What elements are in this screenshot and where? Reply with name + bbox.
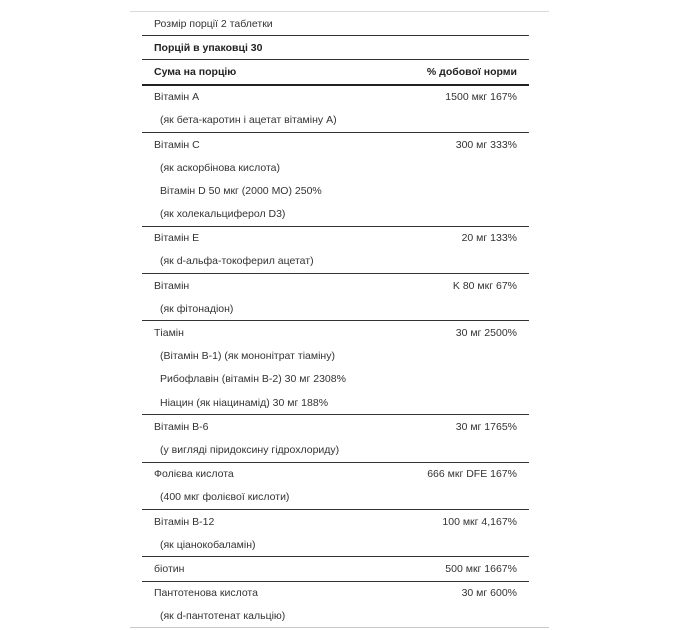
- nutrient-detail-row: [142, 533, 529, 556]
- nutrient-amount: 30 мг 1765%: [455, 420, 517, 433]
- nutrient-name: (400 мкг фолієвої кислоти): [160, 491, 290, 504]
- nutrient-name: (як d-альфа-токоферил ацетат): [160, 255, 314, 268]
- nutrient-detail-row: [142, 179, 529, 202]
- nutrient-group: [142, 320, 529, 414]
- nutrient-detail-row: [142, 438, 529, 461]
- nutrient-amount: 666 мкг DFE 167%: [427, 468, 517, 481]
- nutrient-name: (як аскорбінова кислота): [160, 161, 280, 174]
- nutrient-name: (як ціанокобаламін): [160, 538, 256, 551]
- nutrient-name: Ніацин (як ніацинамід) 30 мг 188%: [160, 396, 329, 409]
- table-header-row: [142, 59, 529, 83]
- nutrient-detail-row: [142, 391, 529, 414]
- nutrient-name: (Вітамін B-1) (як мононітрат тіаміну): [160, 350, 335, 363]
- nutrient-row: [142, 133, 529, 156]
- nutrient-name: Пантотенова кислота: [154, 587, 258, 600]
- nutrient-group: [142, 581, 529, 628]
- nutrient-row: [142, 463, 529, 486]
- nutrient-row: [142, 86, 529, 109]
- nutrient-row: [142, 415, 529, 438]
- nutrient-name: (у вигляді піридоксину гідрохлориду): [160, 443, 340, 456]
- nutrient-amount: 30 мг 600%: [461, 587, 517, 600]
- nutrient-detail-row: [142, 486, 529, 509]
- nutrient-detail-row: [142, 203, 529, 226]
- nutrient-detail-row: [142, 605, 529, 628]
- nutrient-detail-row: [142, 250, 529, 273]
- nutrient-group: [142, 226, 529, 273]
- nutrient-amount: 500 мкг 1667%: [445, 562, 517, 575]
- nutrient-detail-row: [142, 345, 529, 368]
- nutrient-detail-row: [142, 368, 529, 391]
- serving-size-row: [142, 12, 529, 35]
- nutrient-group: [142, 84, 529, 132]
- nutrient-group: [142, 509, 529, 556]
- daily-value-header: % добової норми: [426, 65, 517, 78]
- nutrient-name: Вітамін D 50 мкг (2000 МО) 250%: [160, 184, 322, 197]
- nutrient-name: біотин: [154, 562, 185, 575]
- nutrient-group: [142, 273, 529, 320]
- nutrient-row: [142, 274, 529, 297]
- supplement-facts-table: [142, 12, 529, 628]
- nutrient-group: [142, 414, 529, 461]
- nutrient-name: Фолієва кислота: [154, 468, 234, 481]
- nutrient-name: Вітамін B-6: [154, 420, 209, 433]
- nutrient-name: Вітамін C: [154, 138, 200, 151]
- nutrient-row: [142, 582, 529, 605]
- nutrient-amount: 300 мг 333%: [455, 138, 517, 151]
- nutrient-name: Вітамін E: [154, 232, 200, 245]
- nutrient-amount: K 80 мкг 67%: [452, 279, 517, 292]
- nutrient-row: [142, 227, 529, 250]
- nutrient-row: [142, 510, 529, 533]
- nutrient-name: (як холекальциферол D3): [160, 208, 286, 221]
- serving-size: Розмір порції 2 таблетки: [154, 17, 273, 30]
- nutrient-name: Рибофлавін (вітамін B-2) 30 мг 2308%: [160, 373, 346, 386]
- nutrient-group: [142, 462, 529, 509]
- nutrient-detail-row: [142, 297, 529, 320]
- nutrient-name: Вітамін A: [154, 91, 200, 104]
- servings-per-container-row: [142, 35, 529, 59]
- bottom-divider: [130, 627, 549, 628]
- nutrient-amount: 30 мг 2500%: [455, 327, 517, 340]
- nutrient-name: (як d-пантотенат кальцію): [160, 610, 286, 623]
- nutrient-name: Вітамін B-12: [154, 515, 215, 528]
- nutrient-detail-row: [142, 156, 529, 179]
- servings-per-container: Порцій в упаковці 30: [154, 41, 263, 54]
- nutrient-groups: [142, 84, 529, 628]
- nutrient-amount: 20 мг 133%: [461, 232, 517, 245]
- nutrient-name: (як фітонадіон): [160, 302, 234, 315]
- nutrient-name: Вітамін: [154, 279, 190, 292]
- nutrient-amount: 100 мкг 4,167%: [442, 515, 517, 528]
- amount-per-serving-header: Сума на порцію: [154, 65, 237, 78]
- nutrient-group: [142, 556, 529, 580]
- nutrient-name: (як бета-каротин і ацетат вітаміну A): [160, 114, 337, 127]
- nutrient-row: [142, 321, 529, 344]
- nutrient-name: Тіамін: [154, 327, 184, 340]
- nutrient-amount: 1500 мкг 167%: [445, 91, 517, 104]
- nutrient-row: [142, 557, 529, 580]
- nutrient-detail-row: [142, 109, 529, 132]
- nutrient-group: [142, 132, 529, 226]
